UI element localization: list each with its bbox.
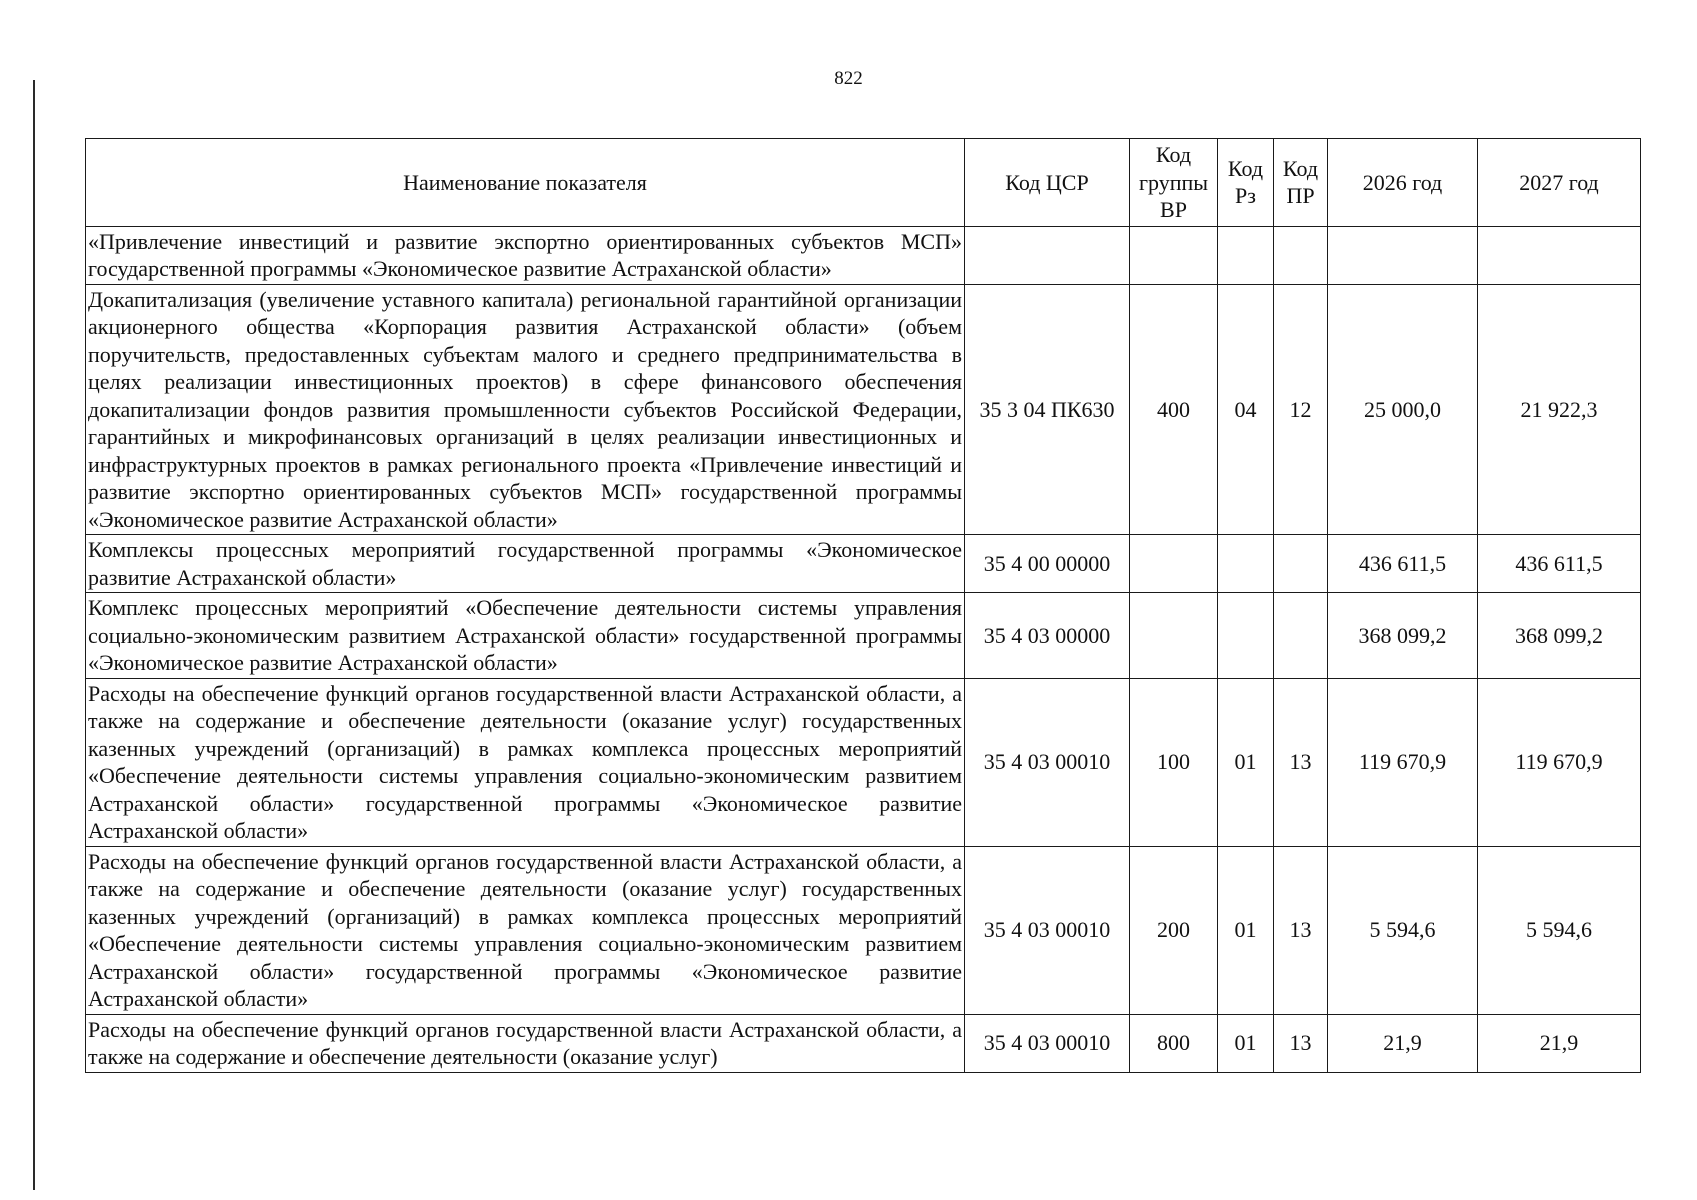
amount-2027: 368 099,2 <box>1478 593 1641 679</box>
table-row <box>86 846 1641 1014</box>
amount-2027: 5 594,6 <box>1478 846 1641 1014</box>
amount-2027: 21,9 <box>1478 1014 1641 1072</box>
amount-2026 <box>1328 226 1478 284</box>
pr-code <box>1274 226 1328 284</box>
rz-code: 01 <box>1218 678 1274 846</box>
vr-code: 200 <box>1130 846 1218 1014</box>
header-csr: Код ЦСР <box>965 139 1130 227</box>
pr-code: 13 <box>1274 678 1328 846</box>
csr-code: 35 4 03 00010 <box>965 1014 1130 1072</box>
header-rz: Код Рз <box>1218 139 1274 227</box>
vr-code: 400 <box>1130 284 1218 535</box>
indicator-name: Комплекс процессных мероприятий «Обеспечение деятельности системы управления социально-экономическим развитием Астраханской области» государственной программы «Экономическое развитие Астраханской области» <box>86 593 965 679</box>
page-number: 822 <box>834 68 863 89</box>
amount-2026: 368 099,2 <box>1328 593 1478 679</box>
csr-code <box>965 226 1130 284</box>
budget-table <box>85 138 1641 1073</box>
table-row <box>86 678 1641 846</box>
table-row <box>86 593 1641 679</box>
vr-code: 100 <box>1130 678 1218 846</box>
header-2026: 2026 год <box>1328 139 1478 227</box>
rz-code: 01 <box>1218 846 1274 1014</box>
amount-2026: 436 611,5 <box>1328 535 1478 593</box>
vr-code <box>1130 535 1218 593</box>
pr-code: 13 <box>1274 846 1328 1014</box>
csr-code: 35 4 00 00000 <box>965 535 1130 593</box>
amount-2027 <box>1478 226 1641 284</box>
table-row <box>86 1014 1641 1072</box>
csr-code: 35 3 04 ПК630 <box>965 284 1130 535</box>
table-row <box>86 226 1641 284</box>
vr-code: 800 <box>1130 1014 1218 1072</box>
csr-code: 35 4 03 00010 <box>965 678 1130 846</box>
csr-code: 35 4 03 00010 <box>965 846 1130 1014</box>
amount-2026: 25 000,0 <box>1328 284 1478 535</box>
header-name: Наименование показателя <box>86 139 965 227</box>
indicator-name: Комплексы процессных мероприятий государственной программы «Экономическое развитие Астраханской области» <box>86 535 965 593</box>
table-row <box>86 284 1641 535</box>
vr-code <box>1130 226 1218 284</box>
indicator-name: Расходы на обеспечение функций органов государственной власти Астраханской области, а также на содержание и обеспечение деятельности (оказание услуг) государственных казенных учреждений (организаций) в рамках комплекса процессных мероприятий «Обеспечение деятельности системы управления социально-экономическим развитием Астраханской области» государственной программы «Экономическое развитие Астраханской области» <box>86 846 965 1014</box>
pr-code: 13 <box>1274 1014 1328 1072</box>
header-row <box>86 139 1641 227</box>
indicator-name: Расходы на обеспечение функций органов государственной власти Астраханской области, а также на содержание и обеспечение деятельности (оказание услуг) <box>86 1014 965 1072</box>
amount-2026: 21,9 <box>1328 1014 1478 1072</box>
amount-2026: 5 594,6 <box>1328 846 1478 1014</box>
indicator-name: Расходы на обеспечение функций органов государственной власти Астраханской области, а также на содержание и обеспечение деятельности (оказание услуг) государственных казенных учреждений (организаций) в рамках комплекса процессных мероприятий «Обеспечение деятельности системы управления социально-экономическим развитием Астраханской области» государственной программы «Экономическое развитие Астраханской области» <box>86 678 965 846</box>
pr-code <box>1274 535 1328 593</box>
pr-code <box>1274 593 1328 679</box>
table-row <box>86 535 1641 593</box>
amount-2027: 119 670,9 <box>1478 678 1641 846</box>
vr-code <box>1130 593 1218 679</box>
pr-code: 12 <box>1274 284 1328 535</box>
amount-2026: 119 670,9 <box>1328 678 1478 846</box>
csr-code: 35 4 03 00000 <box>965 593 1130 679</box>
scan-margin-line <box>33 80 35 1190</box>
amount-2027: 21 922,3 <box>1478 284 1641 535</box>
rz-code: 04 <box>1218 284 1274 535</box>
indicator-name: Докапитализация (увеличение уставного капитала) региональной гарантийной организации акционерного общества «Корпорация развития Астраханской области» (объем поручительств, предоставленных субъектам малого и среднего предпринимательства в целях реализации инвестиционных проектов) в сфере финансового обеспечения докапитализации фондов развития промышленности субъектов Российской Федерации, гарантийных и микрофинансовых организаций в целях реализации инвестиционных и инфраструктурных проектов в рамках регионального проекта «Привлечение инвестиций и развитие экспортно ориентированных субъектов МСП» государственной программы «Экономическое развитие Астраханской области» <box>86 284 965 535</box>
indicator-name: «Привлечение инвестиций и развитие экспортно ориентированных субъектов МСП» государственной программы «Экономическое развитие Астраханской области» <box>86 226 965 284</box>
rz-code <box>1218 593 1274 679</box>
rz-code <box>1218 535 1274 593</box>
header-pr: Код ПР <box>1274 139 1328 227</box>
rz-code <box>1218 226 1274 284</box>
rz-code: 01 <box>1218 1014 1274 1072</box>
header-2027: 2027 год <box>1478 139 1641 227</box>
amount-2027: 436 611,5 <box>1478 535 1641 593</box>
header-vr: Код группы ВР <box>1130 139 1218 227</box>
